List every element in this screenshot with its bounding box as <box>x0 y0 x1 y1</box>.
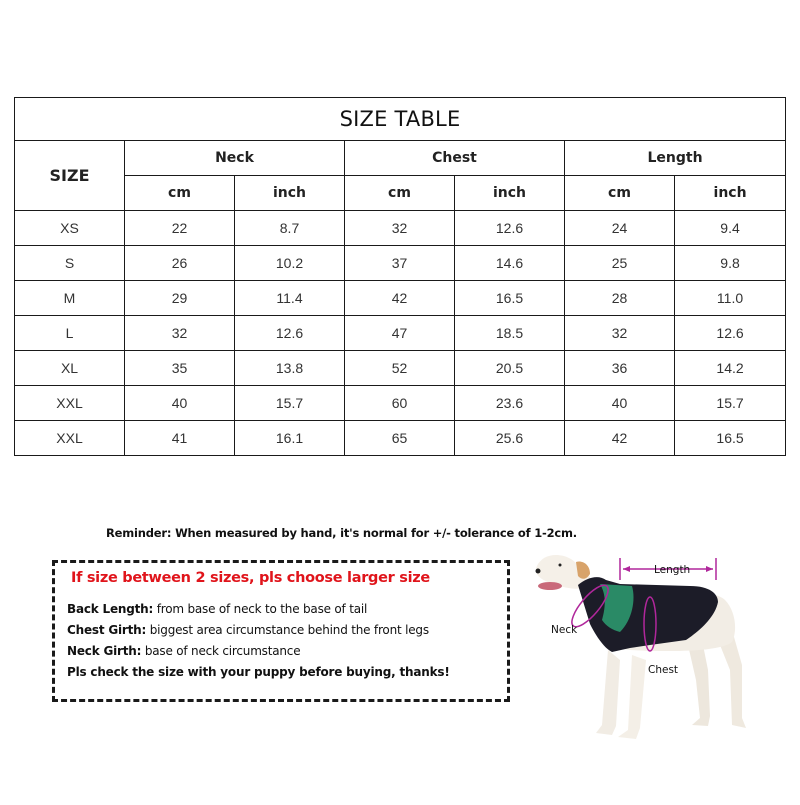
neck-cm-cell: 29 <box>125 281 235 316</box>
length-cm-cell: 36 <box>565 351 675 386</box>
tolerance-reminder: Reminder: When measured by hand, it's normal for +/- tolerance of 1-2cm. <box>106 526 577 540</box>
table-row <box>15 281 786 316</box>
length-cm-cell: 40 <box>565 386 675 421</box>
note-text: from base of neck to the base of tail <box>153 602 368 616</box>
note-term: Back Length: <box>67 602 154 616</box>
chest-cm-cell: 32 <box>345 211 455 246</box>
chest-cm-cell: 65 <box>345 421 455 456</box>
size-cell: S <box>15 246 125 281</box>
neck-inch-cell: 12.6 <box>235 316 345 351</box>
size-cell: XL <box>15 351 125 386</box>
unit-header: cm <box>125 176 235 211</box>
note-term: Pls check the size with your puppy before buying, thanks! <box>67 665 450 679</box>
note-term: Neck Girth: <box>67 644 142 658</box>
note-text: biggest area circumstance behind the front legs <box>146 623 429 637</box>
neck-group-header: Neck <box>125 141 345 176</box>
chest-girth-note <box>67 623 429 637</box>
length-inch-cell: 9.4 <box>675 211 786 246</box>
size-column-header: SIZE <box>15 141 125 211</box>
neck-inch-cell: 15.7 <box>235 386 345 421</box>
length-group-header: Length <box>565 141 786 176</box>
size-cell: XS <box>15 211 125 246</box>
chest-inch-cell: 12.6 <box>455 211 565 246</box>
chest-inch-cell: 23.6 <box>455 386 565 421</box>
size-advice-headline: If size between 2 sizes, pls choose larger size <box>71 570 430 586</box>
table-row <box>15 211 786 246</box>
unit-header: inch <box>675 176 786 211</box>
note-text: base of neck circumstance <box>141 644 301 658</box>
length-label: Length <box>654 564 691 576</box>
neck-inch-cell: 16.1 <box>235 421 345 456</box>
length-cm-cell: 32 <box>565 316 675 351</box>
neck-cm-cell: 40 <box>125 386 235 421</box>
chest-inch-cell: 16.5 <box>455 281 565 316</box>
check-size-note <box>67 665 450 679</box>
size-table <box>14 97 786 456</box>
neck-cm-cell: 41 <box>125 421 235 456</box>
neck-inch-cell: 8.7 <box>235 211 345 246</box>
chest-label: Chest <box>648 664 679 676</box>
back-length-note <box>67 602 367 616</box>
length-inch-cell: 12.6 <box>675 316 786 351</box>
length-cm-cell: 24 <box>565 211 675 246</box>
neck-cm-cell: 26 <box>125 246 235 281</box>
sizing-note-box <box>52 560 510 702</box>
neck-inch-cell: 11.4 <box>235 281 345 316</box>
neck-girth-note <box>67 644 300 658</box>
note-term: Chest Girth: <box>67 623 147 637</box>
table-title: SIZE TABLE <box>15 98 786 141</box>
neck-inch-cell: 10.2 <box>235 246 345 281</box>
length-cm-cell: 42 <box>565 421 675 456</box>
chest-cm-cell: 60 <box>345 386 455 421</box>
table-row <box>15 351 786 386</box>
unit-header: inch <box>455 176 565 211</box>
length-inch-cell: 14.2 <box>675 351 786 386</box>
length-inch-cell: 15.7 <box>675 386 786 421</box>
chest-cm-cell: 42 <box>345 281 455 316</box>
size-cell: M <box>15 281 125 316</box>
dog-measurement-figure <box>520 540 790 800</box>
chest-inch-cell: 14.6 <box>455 246 565 281</box>
size-cell: XXL <box>15 386 125 421</box>
neck-inch-cell: 13.8 <box>235 351 345 386</box>
table-row <box>15 246 786 281</box>
unit-header: cm <box>345 176 455 211</box>
length-cm-cell: 28 <box>565 281 675 316</box>
length-cm-cell: 25 <box>565 246 675 281</box>
neck-cm-cell: 32 <box>125 316 235 351</box>
length-inch-cell: 16.5 <box>675 421 786 456</box>
neck-label: Neck <box>551 624 578 636</box>
size-cell: XXL <box>15 421 125 456</box>
chest-inch-cell: 18.5 <box>455 316 565 351</box>
table-row <box>15 386 786 421</box>
length-inch-cell: 11.0 <box>675 281 786 316</box>
unit-header: inch <box>235 176 345 211</box>
chest-group-header: Chest <box>345 141 565 176</box>
length-inch-cell: 9.8 <box>675 246 786 281</box>
neck-cm-cell: 35 <box>125 351 235 386</box>
unit-header: cm <box>565 176 675 211</box>
table-row <box>15 421 786 456</box>
table-row <box>15 316 786 351</box>
chest-inch-cell: 20.5 <box>455 351 565 386</box>
chest-cm-cell: 52 <box>345 351 455 386</box>
chest-cm-cell: 37 <box>345 246 455 281</box>
size-cell: L <box>15 316 125 351</box>
chest-inch-cell: 25.6 <box>455 421 565 456</box>
chest-cm-cell: 47 <box>345 316 455 351</box>
neck-cm-cell: 22 <box>125 211 235 246</box>
